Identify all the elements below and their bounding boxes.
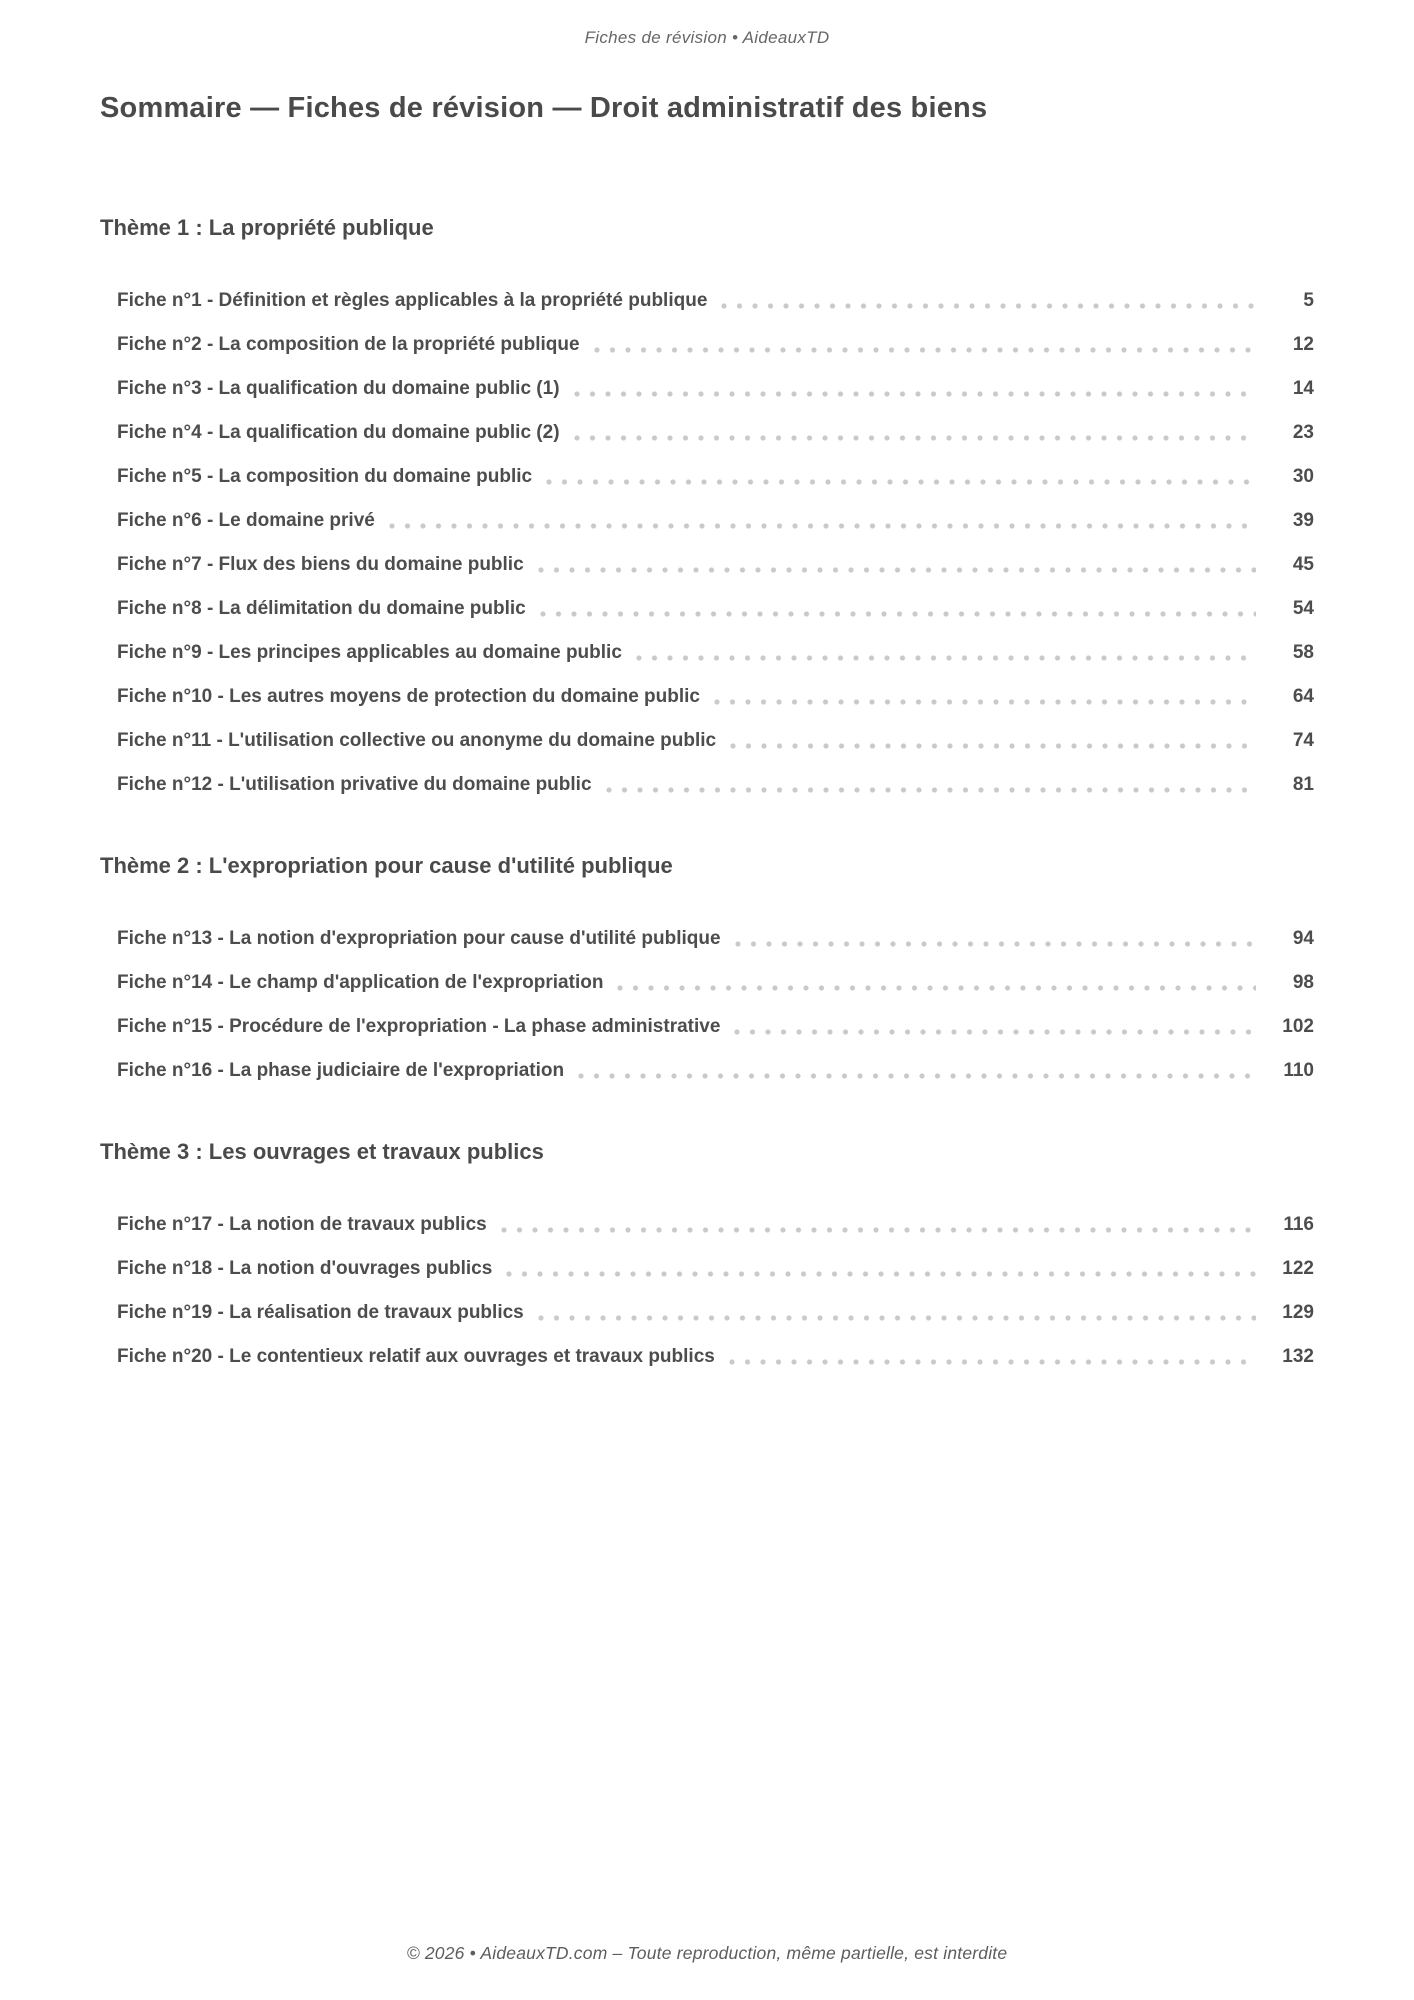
dot-leader xyxy=(730,743,1256,749)
toc-entry-page-number: 74 xyxy=(1292,730,1314,751)
running-header: Fiches de révision • AideauxTD xyxy=(584,28,830,47)
toc-entry xyxy=(100,587,1314,631)
toc-entry-page-number: 102 xyxy=(1282,1016,1314,1037)
toc-entry-label: Fiche n°10 - Les autres moyens de protection du domaine public xyxy=(117,686,700,707)
toc-entry xyxy=(100,675,1314,719)
dot-leader xyxy=(606,787,1256,793)
toc-entry xyxy=(100,323,1314,367)
toc-entry-page-number: 23 xyxy=(1292,422,1314,443)
toc-entry xyxy=(100,499,1314,543)
toc-entry-label: Fiche n°4 - La qualification du domaine public (2) xyxy=(117,422,560,443)
toc-entry-page-number: 54 xyxy=(1292,598,1314,619)
toc-entry xyxy=(100,1335,1314,1379)
toc-entry-label: Fiche n°3 - La qualification du domaine public (1) xyxy=(117,378,560,399)
toc-entry-page-number: 94 xyxy=(1292,928,1314,949)
toc-entry-label: Fiche n°18 - La notion d'ouvrages publics xyxy=(117,1258,493,1279)
dot-leader xyxy=(714,699,1256,705)
toc-entry-label: Fiche n°13 - La notion d'expropriation pour cause d'utilité publique xyxy=(117,928,721,949)
toc-entry-label: Fiche n°7 - Flux des biens du domaine public xyxy=(117,554,524,575)
toc-entry xyxy=(100,1247,1314,1291)
dot-leader xyxy=(501,1227,1256,1233)
dot-leader xyxy=(538,1315,1256,1321)
copyright-footer: © 2026 • AideauxTD.com – Toute reproduction, même partielle, est interdite xyxy=(406,1943,1008,1963)
toc-entry-page-number: 98 xyxy=(1292,972,1314,993)
toc-entry xyxy=(100,1005,1314,1049)
section-heading-theme-1: Thème 1 : La propriété publique xyxy=(100,215,434,240)
toc-entry-label: Fiche n°6 - Le domaine privé xyxy=(117,510,375,531)
toc-entry-label: Fiche n°20 - Le contentieux relatif aux ouvrages et travaux publics xyxy=(117,1346,715,1367)
toc-entry-label: Fiche n°2 - La composition de la propriété publique xyxy=(117,334,580,355)
dot-leader xyxy=(578,1073,1256,1079)
toc-entry xyxy=(100,455,1314,499)
toc-entry-page-number: 122 xyxy=(1282,1258,1314,1279)
toc-entry xyxy=(100,279,1314,323)
toc-entry-label: Fiche n°19 - La réalisation de travaux publics xyxy=(117,1302,524,1323)
toc-entry xyxy=(100,961,1314,1005)
toc-entry-label: Fiche n°5 - La composition du domaine public xyxy=(117,466,533,487)
toc-entry xyxy=(100,719,1314,763)
toc-entry xyxy=(100,1291,1314,1335)
toc-entry-label: Fiche n°11 - L'utilisation collective ou anonyme du domaine public xyxy=(117,730,717,751)
toc-list-theme-2 xyxy=(100,917,1314,1093)
toc-entry xyxy=(100,411,1314,455)
toc-entry xyxy=(100,763,1314,807)
toc-entry-label: Fiche n°8 - La délimitation du domaine public xyxy=(117,598,526,619)
dot-leader xyxy=(574,435,1256,441)
toc-entry-page-number: 45 xyxy=(1292,554,1314,575)
toc-entry-page-number: 30 xyxy=(1292,466,1314,487)
toc-entry-page-number: 5 xyxy=(1303,290,1314,311)
dot-leader xyxy=(617,985,1256,991)
dot-leader xyxy=(506,1271,1256,1277)
toc-entry-page-number: 132 xyxy=(1282,1346,1314,1367)
dot-leader xyxy=(735,941,1256,947)
page-title: Sommaire — Fiches de révision — Droit administratif des biens xyxy=(100,92,988,124)
toc-list-theme-1 xyxy=(100,279,1314,807)
toc-entry-label: Fiche n°17 - La notion de travaux publics xyxy=(117,1214,487,1235)
section-heading-theme-2: Thème 2 : L'expropriation pour cause d'utilité publique xyxy=(100,853,673,878)
dot-leader xyxy=(636,655,1256,661)
dot-leader xyxy=(594,347,1256,353)
dot-leader xyxy=(546,479,1256,485)
dot-leader xyxy=(538,567,1256,573)
toc-entry-page-number: 116 xyxy=(1283,1214,1314,1235)
toc-entry-label: Fiche n°9 - Les principes applicables au domaine public xyxy=(117,642,622,663)
toc-entry-page-number: 64 xyxy=(1292,686,1314,707)
dot-leader xyxy=(389,523,1256,529)
toc-entry-page-number: 81 xyxy=(1292,774,1314,795)
dot-leader xyxy=(574,391,1256,397)
toc-entry-label: Fiche n°14 - Le champ d'application de l'expropriation xyxy=(117,972,604,993)
toc-entry-page-number: 12 xyxy=(1292,334,1314,355)
toc-entry-label: Fiche n°16 - La phase judiciaire de l'expropriation xyxy=(117,1060,565,1081)
section-heading-theme-3: Thème 3 : Les ouvrages et travaux publics xyxy=(100,1139,544,1164)
toc-entry-page-number: 110 xyxy=(1283,1060,1314,1081)
toc-entry-page-number: 58 xyxy=(1292,642,1314,663)
dot-leader xyxy=(734,1029,1256,1035)
toc-entry xyxy=(100,917,1314,961)
toc-entry xyxy=(100,1203,1314,1247)
toc-entry-page-number: 14 xyxy=(1292,378,1314,399)
toc-entry-label: Fiche n°1 - Définition et règles applicables à la propriété publique xyxy=(117,290,708,311)
toc-entry-label: Fiche n°12 - L'utilisation privative du domaine public xyxy=(117,774,592,795)
dot-leader xyxy=(729,1359,1256,1365)
toc-entry xyxy=(100,1049,1314,1093)
toc-entry-label: Fiche n°15 - Procédure de l'expropriation - La phase administrative xyxy=(117,1016,721,1037)
dot-leader xyxy=(540,611,1256,617)
toc-entry xyxy=(100,631,1314,675)
toc-entry-page-number: 39 xyxy=(1292,510,1314,531)
toc-list-theme-3 xyxy=(100,1203,1314,1379)
toc-entry xyxy=(100,543,1314,587)
toc-entry xyxy=(100,367,1314,411)
toc-entry-page-number: 129 xyxy=(1282,1302,1314,1323)
dot-leader xyxy=(721,303,1256,309)
